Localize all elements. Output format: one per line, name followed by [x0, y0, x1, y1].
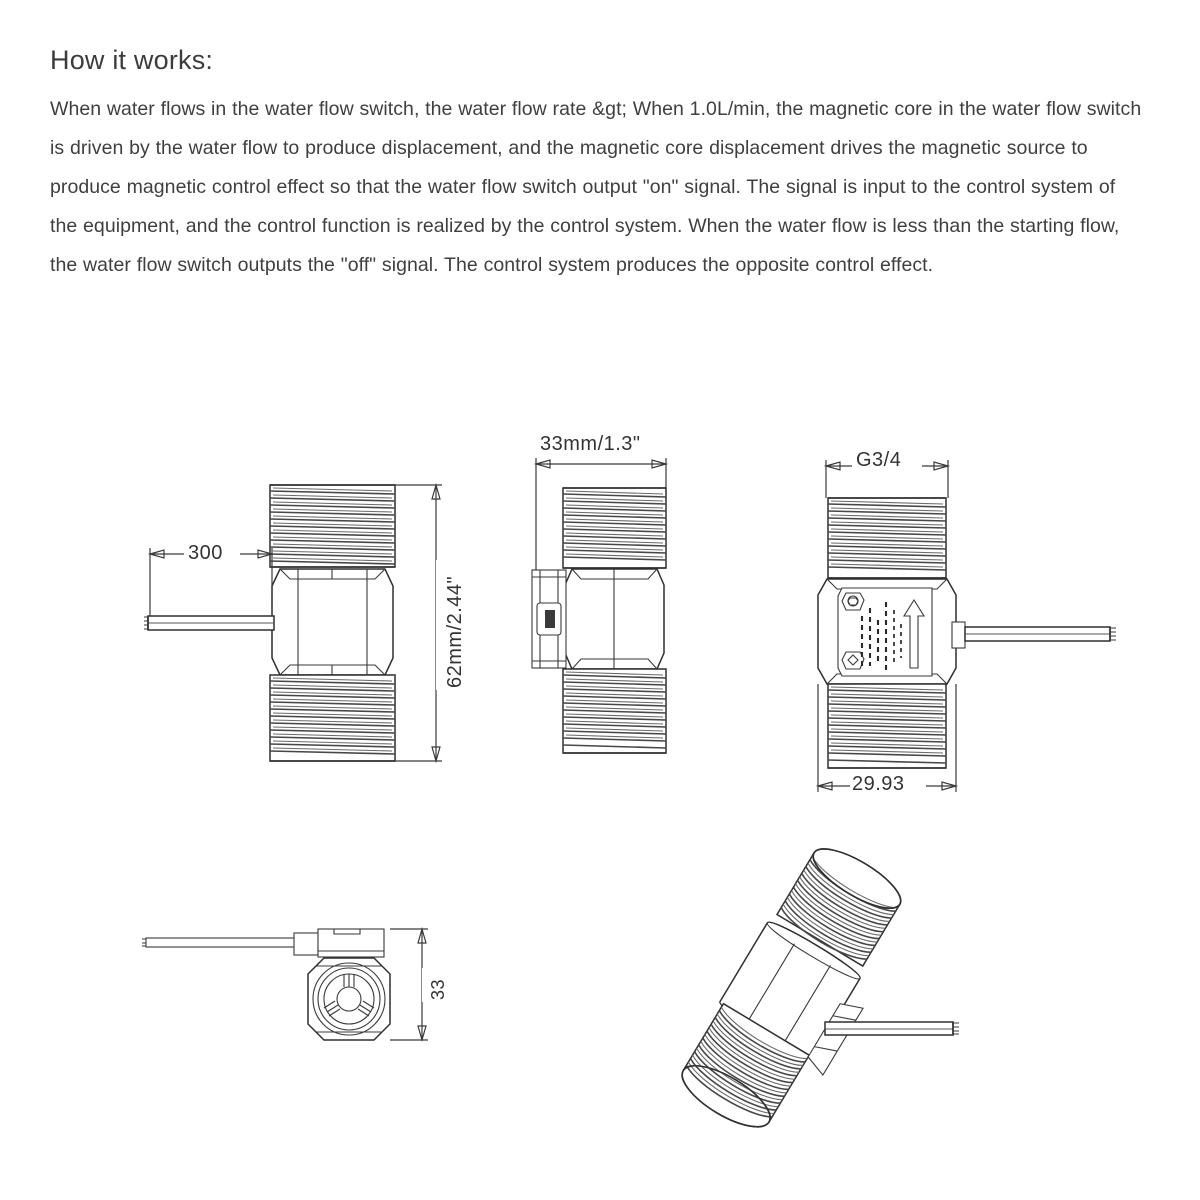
- lower-thread-barrel: [270, 675, 395, 761]
- dimension-2993-label: 29.93: [852, 773, 905, 795]
- dimension-thread-size: [826, 446, 948, 498]
- isometric-body: [670, 836, 927, 1149]
- dimension-33-label: 33: [428, 978, 448, 1000]
- hex-body: [272, 569, 393, 675]
- how-it-works-paragraph: When water flows in the water flow switch, the water flow rate &gt; When 1.0L/min, the magnetic core in the water flow switch is driven by the water flow to produce displacement, and the magnetic core displacement drives the magnetic source to produce magnetic control effect so that the water flow switch output "on" signal. The signal is input to the control system of the equipment, and the control function is realized by the control system. When the water flow is less than the starting flow, the water flow switch outputs the "off" signal. The control system produces the opposite control effect.: [50, 98, 1142, 277]
- dimension-33mm-label: 33mm/1.3": [540, 433, 641, 455]
- dimension-overall-height: [395, 485, 466, 761]
- drawing-end-view: [138, 920, 458, 1100]
- lower-thread-barrel: [828, 684, 946, 768]
- cable: [144, 616, 274, 630]
- drawing-front-view: [140, 430, 470, 820]
- cable: [952, 622, 1116, 648]
- lower-thread-barrel: [563, 669, 666, 753]
- upper-thread-barrel: [270, 485, 395, 567]
- hex-nut-face: [308, 958, 390, 1040]
- dimension-cable-length: [150, 538, 272, 616]
- upper-thread-barrel: [828, 498, 946, 578]
- technical-drawings-group: [0, 400, 1200, 1200]
- hex-body: [565, 569, 664, 669]
- cable-gland-housing: [532, 570, 566, 668]
- drawing-rear-view: [800, 440, 1160, 810]
- iso-cable: [825, 1022, 959, 1035]
- dimension-end-height: [390, 929, 448, 1040]
- page-title: How it works:: [50, 45, 214, 75]
- dimension-62mm-label: 62mm/2.44": [444, 575, 466, 688]
- dimension-g34-label: G3/4: [856, 449, 902, 471]
- label-plate: [838, 588, 932, 676]
- content-wrapper: [50, 44, 1148, 285]
- drawing-isometric-view: [640, 840, 980, 1160]
- upper-thread-barrel: [563, 488, 666, 568]
- drawing-side-view: [518, 422, 738, 802]
- cable: [142, 929, 384, 957]
- dimension-300-label: 300: [188, 542, 223, 564]
